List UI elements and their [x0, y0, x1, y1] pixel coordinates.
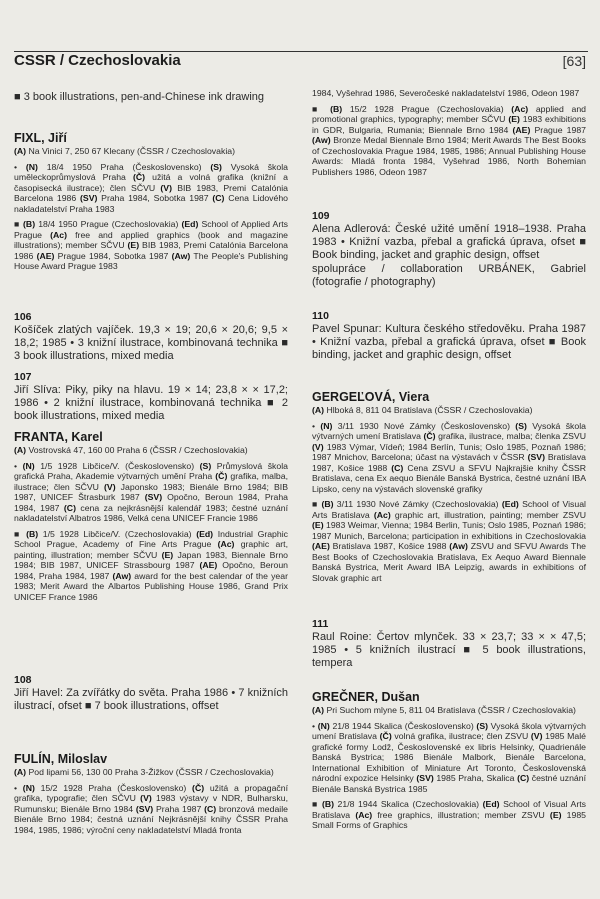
artist-entry-fulin-continued [312, 88, 586, 182]
field-marker: (A) [312, 405, 325, 415]
artist-address: (A) Pod lipami 56, 130 00 Praha 3-Žižkov (ČSSR / Czechoslovakia) [14, 767, 274, 777]
bio-english: ■ (B) 15/2 1928 Prague (Czechoslovakia) (Ac) applied and promotional graphics, typography; member SČVU (E) 1983 exhibitions in GDR, Bulgaria, Rumania; Biennale Brno 1984 (AE) Prague 1987 (Aw) Bronze Medal Biennale Brno 1984; Merit Awards The Best Books of Czechoslovakia Prague 1984, 1985, 1986; Annual Publishing House Awards: Mladá fronta 1984, Vyšehrad 1986, North Bohemian Publishers 1986, Odeon 1987 [312, 103, 587, 177]
item-number: 109 [312, 210, 330, 222]
field-marker: (Ed) [482, 799, 500, 809]
field-marker: (B) [26, 528, 39, 539]
field-marker: (Ed) [501, 499, 519, 509]
field-marker: (AE) [312, 541, 330, 551]
catalogue-item-109 [312, 210, 586, 289]
field-marker: (N) [22, 782, 35, 793]
item-text: Raul Roine: Čertov mlynček. 33 × 23,7; 33 × × 47,5; 1985 • 5 knižních ilustrací ■ 5 book illustrations, tempera [312, 631, 586, 670]
field-marker: (Aw) [449, 541, 468, 551]
artist-name: GERGEĽOVÁ, Viera [312, 390, 430, 404]
item-text: Pavel Spunar: Kultura českého středověku. Praha 1987 • Knižní vazba, přebal a grafická úprava, ofset ■ Book binding, jacket and graphic design, offset [312, 323, 586, 362]
field-marker: (S) [210, 161, 222, 172]
field-marker: (SV) [527, 452, 545, 462]
artist-name: FIXL, Jiří [14, 131, 67, 145]
artist-entry-gergelova [312, 390, 586, 588]
catalogue-item-108 [14, 674, 288, 713]
field-marker: (A) [312, 705, 325, 715]
field-marker: (C) [63, 502, 76, 513]
catalogue-item-106 [14, 311, 288, 364]
bio-english: ■ (B) 1/5 1928 Libčice/V. (Czechoslovakia) (Ed) Industrial Graphic School Prague, Academy of Fine Arts Prague (Ac) graphic art, painting, illustration; member SČVU (E) Japan 1983, Biennale Brno 1984; BIB 1987, UNICEF Strassbourg 1987 (AE) Opočno, Beroun 1984, Praha 1984, 1987 (Aw) award for the best calendar of the year 1983; Merit Award the Albartos Publishing House 1986, Grand Prix UNICEF France 1986 [14, 528, 289, 602]
catalogue-item-107 [14, 371, 288, 424]
field-marker: (Ed) [196, 528, 214, 539]
bio-czech: • (N) 21/8 1944 Skalica (Československo) (S) Vysoká škola výtvarných umení Bratislava (Č) volná grafika, ilustrace; člen ZSVU (V) 1985 Malé grafické formy Lodž, Československé ex libris Helsinky, Quadrienále Banská Bystrica; 1986 Bienále Malbork, Bienále Barcelona, International Exhibition of Miniature Art Toronto, Československá národní expozice Helsinky (SV) 1985 Praha, Skalica (C) čestné uznání Bienále Banská Bystrica 1985 [312, 720, 587, 794]
field-marker: (Ac) [373, 509, 391, 520]
artist-name: FULÍN, Miloslav [14, 752, 108, 766]
item-number: 108 [14, 674, 32, 686]
item-text: Jiří Slíva: Piky, piky na hlavu. 19 × 14; 23,8 × × 17,2; 1986 • 2 knižní ilustrace, kombinovaná technika ■ 2 book illustrations, mixed media [14, 384, 288, 423]
bio-english: ■ (B) 21/8 1944 Skalica (Czechoslovakia) (Ed) School of Visual Arts Bratislava (Ac) free graphics, illustration; member ZSVU (E) 1985 Small Forms of Graphics [312, 799, 586, 830]
field-marker: (Aw) [171, 250, 191, 261]
item-number: 107 [14, 371, 32, 383]
catalogue-item-111 [312, 618, 586, 671]
artist-name: FRANTA, Karel [14, 430, 103, 444]
field-marker: (E) [549, 809, 562, 820]
field-marker: (AE) [199, 560, 218, 570]
field-marker: (V) [104, 481, 116, 492]
page-number: [63] [562, 53, 586, 69]
artist-name: GREČNER, Dušan [312, 690, 420, 704]
bio-czech-continued: 1984, Vyšehrad 1986, Severočeské nakladatelství 1986, Odeon 1987 [312, 88, 580, 98]
artist-address: (A) Pri Suchom mlyne 5, 811 04 Bratislava (ČSSR / Czechoslovakia) [312, 705, 576, 715]
field-marker: (B) [23, 219, 36, 229]
field-marker: (A) [14, 146, 27, 156]
intro-text: ■ 3 book illustrations, pen-and-Chinese ink drawing [14, 91, 265, 103]
field-marker: (Č) [215, 471, 228, 481]
field-marker: (C) [212, 193, 225, 203]
field-marker: (Aw) [312, 135, 331, 145]
item-number: 106 [14, 311, 32, 323]
catalogue-item-110 [312, 310, 586, 363]
artist-entry-franta [14, 430, 288, 607]
field-marker: (Č) [379, 731, 392, 741]
intro-caption [14, 91, 288, 104]
artist-address: (A) Na Vinici 7, 250 67 Klecany (ČSSR / Czechoslovakia) [14, 146, 235, 156]
field-marker: (Č) [132, 172, 146, 182]
field-marker: (V) [140, 793, 152, 803]
bio-czech: • (N) 18/4 1950 Praha (Československo) (S) Vysoká škola uměleckoprůmyslová Praha (Č) užitá a volná grafika (knižní a časopisecká ilustrace); člen SČVU (V) BIB 1983, Premi Catalónia Barcelona 1986 (SV) Praha 1984, Sobotka 1987 (C) Cena Lidového nakladatelství Praha 1983 [14, 161, 289, 214]
field-marker: (Č) [192, 782, 205, 793]
field-marker: (E) [312, 520, 324, 530]
field-marker: (N) [317, 720, 330, 731]
artist-address: (A) Vostrovská 47, 160 00 Praha 6 (ČSSR / Czechoslovakia) [14, 445, 248, 455]
bio-czech: • (N) 3/11 1930 Nové Zámky (Československo) (S) Vysoká škola výtvarných umení Bratislava (Č) grafika, ilustrace, malba; členka ZSVU (V) 1983 Výmar, Vídeň; 1984 Berlín, Tunis; Oslo 1985, Poznaň 1986; 1987 Mnichov, Barcelona; účast na výstavách v ČSSR (SV) Bratislava 1987, Košice 1988 (C) Cena ZSVU a SFVU Najkrajšie knihy ČSSR Bratislava, cena Ex aequo Bienále Banská Bystrica, čestné uznání IBA Lipsko, ceny na výstavách slovenské grafiky [312, 420, 586, 494]
field-marker: (E) [161, 549, 174, 560]
page-title: CSSR / Czechoslovakia [14, 52, 181, 69]
field-marker: (SV) [135, 803, 154, 814]
field-marker: (Ac) [355, 809, 373, 820]
field-marker: (S) [515, 420, 527, 431]
field-marker: (E) [127, 240, 140, 250]
field-marker: (AE) [36, 250, 55, 261]
item-number: 110 [312, 310, 329, 322]
artist-entry-fixl [14, 131, 288, 277]
item-collaboration: spolupráce / collaboration URBÁNEK, Gabriel (fotografie / photography) [312, 262, 586, 288]
field-marker: (S) [476, 720, 489, 731]
field-marker: (N) [25, 161, 38, 172]
field-marker: (S) [199, 460, 212, 471]
field-marker: (SV) [144, 492, 163, 502]
field-marker: (SV) [80, 193, 98, 203]
field-marker: (A) [14, 767, 27, 777]
field-marker: (E) [508, 114, 520, 124]
field-marker: (C) [204, 803, 217, 814]
artist-entry-fulin [14, 752, 288, 840]
field-marker: (Ed) [181, 219, 199, 229]
field-marker: (C) [391, 462, 404, 473]
field-marker: (V) [312, 441, 324, 452]
field-marker: (Ac) [511, 103, 529, 114]
field-marker: (AE) [512, 124, 531, 135]
item-text: Košíček zlatých vajíček. 19,3 × 19; 20,6 × 20,6; 9,5 × 18,2; 1985 • 3 knižní ilustrace, kombinovaná technika ■ 3 book illustrations, mixed media [14, 324, 288, 363]
field-marker: (Ac) [217, 539, 235, 549]
field-marker: (B) [321, 799, 334, 809]
item-number: 111 [312, 618, 329, 630]
artist-entry-grecner [312, 690, 586, 836]
field-marker: (Ac) [50, 229, 68, 240]
item-text: Jiří Havel: Za zvířátky do světa. Praha 1986 • 7 knižních ilustrací, ofset ■ 7 book illustrations, offset [14, 687, 288, 713]
field-marker: (A) [14, 445, 27, 455]
field-marker: (V) [530, 731, 543, 741]
field-marker: (SV) [416, 773, 434, 783]
bio-czech: • (N) 1/5 1928 Libčice/V. (Československo) (S) Průmyslová škola grafická Praha, Akademie výtvarných umění Praha (Č) grafika, malba, ilustrace; člen SČVU (V) Japonsko 1983; Bienále Brno 1984; BIB 1987, UNICEF Štrasburk 1987 (SV) Opočno, Beroun 1984, Praha 1984, 1987 (C) cena za nejkrásnější kalendář 1983; čestné uznání nakladatelství Albatros 1986, Velká cena UNICEF Francie 1986 [14, 460, 289, 523]
bio-czech: • (N) 15/2 1928 Praha (Československo) (Č) užitá a propagační grafika, typografie; člen SČVU (V) 1983 výstavy v NDR, Bulharsku, Rumunsku; Bienále Brno 1984 (SV) Praha 1987 (C) bronzová medaile Bienále Brno 1984; čestná uznání Nejkrásnější knihy ČSSR Praha 1984, 1985, 1986; výroční ceny nakladatelství Mladá fronta [14, 782, 288, 835]
field-marker: (Č) [423, 431, 436, 441]
item-text: Alena Adlerová: České užité umění 1918–1938. Praha 1983 • Knižní vazba, přebal a grafická úprava, ofset ■ Book binding, jacket and graphic design, offset [312, 223, 586, 262]
bio-english: ■ (B) 18/4 1950 Prague (Czechoslovakia) (Ed) School of Applied Arts Prague (Ac) free and applied graphics (book and magazine illustrations); member SČVU (E) BIB 1983, Premi Catalónia Barcelona 1986 (AE) Prague 1984, Sobotka 1987 (Aw) The People's Publishing House Award Prague 1983 [14, 219, 288, 271]
field-marker: (B) [321, 499, 334, 509]
field-marker: (B) [330, 103, 343, 114]
field-marker: (C) [517, 773, 530, 783]
field-marker: (N) [320, 420, 333, 431]
field-marker: (V) [160, 182, 172, 193]
artist-address: (A) Hlboká 8, 811 04 Bratislava (ČSSR / Czechoslovakia) [312, 405, 533, 415]
field-marker: (Aw) [112, 570, 132, 581]
field-marker: (N) [22, 460, 35, 471]
bio-english: ■ (B) 3/11 1930 Nové Zámky (Czechoslovakia) (Ed) School of Visual Arts Bratislava (Ac) graphic art, illustration, painting; member ZSVU (E) 1983 Weimar, Vienna; 1984 Berlin, Tunis; Oslo 1985, Poznań 1986; 1987 Munich, Barcelona; participation in exhibitions in Czechoslovakia (AE) Bratislava 1987, Košice 1988 (Aw) ZSVU and SFVU Awards The Best Books of Czechoslovakia Bratislava, Ex Aequo Award Biennale Banská Bystrica, Merit Award IBA Leipzig, awards in exhibitions of Slovak graphic art [312, 499, 586, 583]
